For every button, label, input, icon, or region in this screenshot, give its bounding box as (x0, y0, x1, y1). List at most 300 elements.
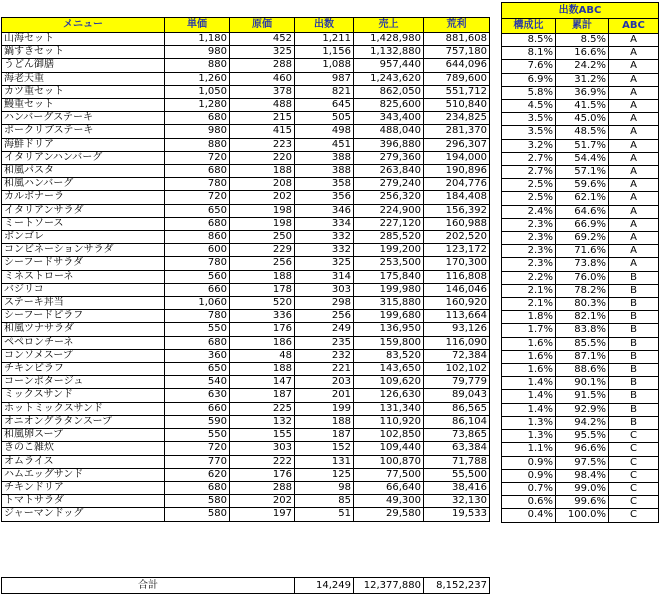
cumulative-cell[interactable]: 97.5% (556, 456, 609, 469)
sales-cell[interactable]: 488,040 (354, 125, 424, 138)
gross-profit-cell[interactable]: 551,712 (424, 85, 490, 98)
count-cell[interactable]: 987 (295, 72, 354, 85)
menu-name-cell[interactable]: ポークリブステーキ (2, 125, 165, 138)
count-cell[interactable]: 314 (295, 270, 354, 283)
sales-cell[interactable]: 227,120 (354, 217, 424, 230)
cumulative-cell[interactable]: 80.3% (556, 298, 609, 311)
cumulative-cell[interactable]: 95.5% (556, 430, 609, 443)
count-cell[interactable]: 201 (295, 389, 354, 402)
header-abc-group[interactable]: 出数ABC (502, 3, 659, 19)
unit-price-cell[interactable]: 1,280 (165, 99, 230, 112)
ratio-cell[interactable]: 2.4% (502, 205, 556, 218)
cost-price-cell[interactable]: 176 (230, 323, 295, 336)
cumulative-cell[interactable]: 88.6% (556, 364, 609, 377)
cumulative-cell[interactable]: 8.5% (556, 34, 609, 47)
cumulative-cell[interactable]: 69.2% (556, 232, 609, 245)
unit-price-cell[interactable]: 880 (165, 138, 230, 151)
gross-profit-cell[interactable]: 644,096 (424, 59, 490, 72)
count-cell[interactable]: 98 (295, 481, 354, 494)
count-cell[interactable]: 188 (295, 415, 354, 428)
ratio-cell[interactable]: 2.3% (502, 232, 556, 245)
count-cell[interactable]: 187 (295, 429, 354, 442)
gross-profit-cell[interactable]: 79,779 (424, 376, 490, 389)
cumulative-cell[interactable]: 90.1% (556, 377, 609, 390)
count-cell[interactable]: 232 (295, 349, 354, 362)
sales-cell[interactable]: 862,050 (354, 85, 424, 98)
count-cell[interactable]: 358 (295, 178, 354, 191)
unit-price-cell[interactable]: 590 (165, 415, 230, 428)
header-count[interactable]: 出数 (295, 18, 354, 33)
abc-rank-cell[interactable]: A (609, 179, 659, 192)
cumulative-cell[interactable]: 24.2% (556, 60, 609, 73)
cost-price-cell[interactable]: 132 (230, 415, 295, 428)
ratio-cell[interactable]: 1.1% (502, 443, 556, 456)
count-cell[interactable]: 334 (295, 217, 354, 230)
cost-price-cell[interactable]: 202 (230, 495, 295, 508)
sales-cell[interactable]: 263,840 (354, 165, 424, 178)
menu-name-cell[interactable]: 和風パスタ (2, 165, 165, 178)
abc-rank-cell[interactable]: A (609, 100, 659, 113)
unit-price-cell[interactable]: 680 (165, 481, 230, 494)
count-cell[interactable]: 152 (295, 442, 354, 455)
unit-price-cell[interactable]: 580 (165, 508, 230, 521)
ratio-cell[interactable]: 1.3% (502, 430, 556, 443)
cost-price-cell[interactable]: 176 (230, 468, 295, 481)
ratio-cell[interactable]: 2.5% (502, 192, 556, 205)
cumulative-cell[interactable]: 78.2% (556, 284, 609, 297)
abc-rank-cell[interactable]: A (609, 166, 659, 179)
header-unit-price[interactable]: 単価 (165, 18, 230, 33)
gross-profit-cell[interactable]: 93,126 (424, 323, 490, 336)
ratio-cell[interactable]: 2.3% (502, 245, 556, 258)
gross-profit-cell[interactable]: 102,102 (424, 363, 490, 376)
ratio-cell[interactable]: 0.9% (502, 456, 556, 469)
header-cumulative[interactable]: 累計 (556, 19, 609, 34)
cost-price-cell[interactable]: 488 (230, 99, 295, 112)
count-cell[interactable]: 221 (295, 363, 354, 376)
cost-price-cell[interactable]: 520 (230, 297, 295, 310)
count-cell[interactable]: 125 (295, 468, 354, 481)
sales-cell[interactable]: 175,840 (354, 270, 424, 283)
unit-price-cell[interactable]: 560 (165, 270, 230, 283)
cost-price-cell[interactable]: 303 (230, 442, 295, 455)
gross-profit-cell[interactable]: 160,988 (424, 217, 490, 230)
cumulative-cell[interactable]: 66.9% (556, 218, 609, 231)
gross-profit-cell[interactable]: 123,172 (424, 244, 490, 257)
menu-name-cell[interactable]: オムライス (2, 455, 165, 468)
ratio-cell[interactable]: 1.6% (502, 350, 556, 363)
cost-price-cell[interactable]: 188 (230, 270, 295, 283)
cost-price-cell[interactable]: 198 (230, 204, 295, 217)
gross-profit-cell[interactable]: 113,664 (424, 310, 490, 323)
cumulative-cell[interactable]: 45.0% (556, 113, 609, 126)
cost-price-cell[interactable]: 325 (230, 46, 295, 59)
sales-cell[interactable]: 102,850 (354, 429, 424, 442)
cumulative-cell[interactable]: 41.5% (556, 100, 609, 113)
ratio-cell[interactable]: 3.2% (502, 139, 556, 152)
cumulative-cell[interactable]: 85.5% (556, 337, 609, 350)
ratio-cell[interactable]: 2.1% (502, 298, 556, 311)
cumulative-cell[interactable]: 87.1% (556, 350, 609, 363)
sales-cell[interactable]: 279,240 (354, 178, 424, 191)
unit-price-cell[interactable]: 620 (165, 468, 230, 481)
count-cell[interactable]: 51 (295, 508, 354, 521)
sales-cell[interactable]: 29,580 (354, 508, 424, 521)
abc-rank-cell[interactable]: A (609, 245, 659, 258)
unit-price-cell[interactable]: 780 (165, 310, 230, 323)
ratio-cell[interactable]: 1.3% (502, 416, 556, 429)
ratio-cell[interactable]: 6.9% (502, 73, 556, 86)
sales-cell[interactable]: 199,680 (354, 310, 424, 323)
ratio-cell[interactable]: 2.2% (502, 271, 556, 284)
gross-profit-cell[interactable]: 72,384 (424, 349, 490, 362)
abc-rank-cell[interactable]: A (609, 232, 659, 245)
cost-price-cell[interactable]: 215 (230, 112, 295, 125)
header-cost-price[interactable]: 原価 (230, 18, 295, 33)
unit-price-cell[interactable]: 540 (165, 376, 230, 389)
abc-rank-cell[interactable]: B (609, 298, 659, 311)
unit-price-cell[interactable]: 360 (165, 349, 230, 362)
abc-rank-cell[interactable]: A (609, 60, 659, 73)
sales-cell[interactable]: 100,870 (354, 455, 424, 468)
ratio-cell[interactable]: 2.7% (502, 166, 556, 179)
gross-profit-cell[interactable]: 296,307 (424, 138, 490, 151)
menu-name-cell[interactable]: 和風ハンバーグ (2, 178, 165, 191)
unit-price-cell[interactable]: 780 (165, 178, 230, 191)
ratio-cell[interactable]: 3.5% (502, 126, 556, 139)
cost-price-cell[interactable]: 198 (230, 217, 295, 230)
abc-rank-cell[interactable]: B (609, 416, 659, 429)
cumulative-cell[interactable]: 82.1% (556, 311, 609, 324)
cumulative-cell[interactable]: 83.8% (556, 324, 609, 337)
menu-name-cell[interactable]: 海鮮ドリア (2, 138, 165, 151)
gross-profit-cell[interactable]: 234,825 (424, 112, 490, 125)
cumulative-cell[interactable]: 51.7% (556, 139, 609, 152)
unit-price-cell[interactable]: 770 (165, 455, 230, 468)
cost-price-cell[interactable]: 229 (230, 244, 295, 257)
abc-rank-cell[interactable]: C (609, 456, 659, 469)
cost-price-cell[interactable]: 178 (230, 283, 295, 296)
cost-price-cell[interactable]: 155 (230, 429, 295, 442)
unit-price-cell[interactable]: 650 (165, 204, 230, 217)
menu-name-cell[interactable]: 鰻重セット (2, 99, 165, 112)
unit-price-cell[interactable]: 1,050 (165, 85, 230, 98)
abc-rank-cell[interactable]: A (609, 192, 659, 205)
gross-profit-cell[interactable]: 146,046 (424, 283, 490, 296)
unit-price-cell[interactable]: 680 (165, 336, 230, 349)
sales-cell[interactable]: 1,243,620 (354, 72, 424, 85)
menu-name-cell[interactable]: イタリアンサラダ (2, 204, 165, 217)
gross-profit-cell[interactable]: 190,896 (424, 165, 490, 178)
ratio-cell[interactable]: 0.4% (502, 509, 556, 522)
unit-price-cell[interactable]: 860 (165, 231, 230, 244)
abc-rank-cell[interactable]: C (609, 430, 659, 443)
ratio-cell[interactable]: 2.3% (502, 258, 556, 271)
sales-cell[interactable]: 957,440 (354, 59, 424, 72)
unit-price-cell[interactable]: 880 (165, 59, 230, 72)
abc-rank-cell[interactable]: A (609, 126, 659, 139)
header-ratio[interactable]: 構成比 (502, 19, 556, 34)
abc-rank-cell[interactable]: C (609, 482, 659, 495)
ratio-cell[interactable]: 1.6% (502, 337, 556, 350)
menu-name-cell[interactable]: オニオングラタンスープ (2, 415, 165, 428)
cost-price-cell[interactable]: 188 (230, 363, 295, 376)
cost-price-cell[interactable]: 460 (230, 72, 295, 85)
menu-name-cell[interactable]: ペペロンチーネ (2, 336, 165, 349)
sales-cell[interactable]: 126,630 (354, 389, 424, 402)
abc-rank-cell[interactable]: C (609, 509, 659, 522)
unit-price-cell[interactable]: 660 (165, 283, 230, 296)
menu-name-cell[interactable]: ステーキ丼当 (2, 297, 165, 310)
sales-cell[interactable]: 825,600 (354, 99, 424, 112)
cumulative-cell[interactable]: 71.6% (556, 245, 609, 258)
abc-rank-cell[interactable]: B (609, 350, 659, 363)
cost-price-cell[interactable]: 186 (230, 336, 295, 349)
abc-rank-cell[interactable]: B (609, 377, 659, 390)
count-cell[interactable]: 498 (295, 125, 354, 138)
count-cell[interactable]: 332 (295, 244, 354, 257)
menu-name-cell[interactable]: 和風ツナサラダ (2, 323, 165, 336)
cumulative-cell[interactable]: 54.4% (556, 152, 609, 165)
unit-price-cell[interactable]: 1,260 (165, 72, 230, 85)
cost-price-cell[interactable]: 225 (230, 402, 295, 415)
unit-price-cell[interactable]: 720 (165, 151, 230, 164)
sales-cell[interactable]: 256,320 (354, 191, 424, 204)
gross-profit-cell[interactable]: 55,500 (424, 468, 490, 481)
cumulative-cell[interactable]: 99.0% (556, 482, 609, 495)
unit-price-cell[interactable]: 660 (165, 402, 230, 415)
cost-price-cell[interactable]: 222 (230, 455, 295, 468)
unit-price-cell[interactable]: 780 (165, 257, 230, 270)
total-sales[interactable]: 12,377,880 (354, 578, 424, 594)
cumulative-cell[interactable]: 59.6% (556, 179, 609, 192)
count-cell[interactable]: 256 (295, 310, 354, 323)
cost-price-cell[interactable]: 288 (230, 481, 295, 494)
ratio-cell[interactable]: 5.8% (502, 86, 556, 99)
cumulative-cell[interactable]: 96.6% (556, 443, 609, 456)
count-cell[interactable]: 821 (295, 85, 354, 98)
ratio-cell[interactable]: 3.5% (502, 113, 556, 126)
cumulative-cell[interactable]: 100.0% (556, 509, 609, 522)
count-cell[interactable]: 85 (295, 495, 354, 508)
header-sales[interactable]: 売上 (354, 18, 424, 33)
menu-name-cell[interactable]: ボンゴレ (2, 231, 165, 244)
gross-profit-cell[interactable]: 89,043 (424, 389, 490, 402)
menu-name-cell[interactable]: ミネストローネ (2, 270, 165, 283)
sales-cell[interactable]: 49,300 (354, 495, 424, 508)
header-abc[interactable]: ABC (609, 19, 659, 34)
ratio-cell[interactable]: 8.1% (502, 47, 556, 60)
ratio-cell[interactable]: 8.5% (502, 34, 556, 47)
menu-name-cell[interactable]: カルボナーラ (2, 191, 165, 204)
count-cell[interactable]: 356 (295, 191, 354, 204)
gross-profit-cell[interactable]: 32,130 (424, 495, 490, 508)
abc-rank-cell[interactable]: C (609, 443, 659, 456)
cumulative-cell[interactable]: 31.2% (556, 73, 609, 86)
sales-cell[interactable]: 285,520 (354, 231, 424, 244)
cumulative-cell[interactable]: 92.9% (556, 403, 609, 416)
sales-cell[interactable]: 83,520 (354, 349, 424, 362)
sales-cell[interactable]: 396,880 (354, 138, 424, 151)
gross-profit-cell[interactable]: 116,090 (424, 336, 490, 349)
menu-name-cell[interactable]: ジャーマンドッグ (2, 508, 165, 521)
sales-cell[interactable]: 253,500 (354, 257, 424, 270)
ratio-cell[interactable]: 1.4% (502, 377, 556, 390)
count-cell[interactable]: 451 (295, 138, 354, 151)
abc-rank-cell[interactable]: B (609, 390, 659, 403)
cost-price-cell[interactable]: 48 (230, 349, 295, 362)
unit-price-cell[interactable]: 720 (165, 191, 230, 204)
count-cell[interactable]: 388 (295, 165, 354, 178)
count-cell[interactable]: 199 (295, 402, 354, 415)
sales-cell[interactable]: 315,880 (354, 297, 424, 310)
unit-price-cell[interactable]: 600 (165, 244, 230, 257)
sales-cell[interactable]: 1,132,880 (354, 46, 424, 59)
count-cell[interactable]: 298 (295, 297, 354, 310)
gross-profit-cell[interactable]: 184,408 (424, 191, 490, 204)
ratio-cell[interactable]: 2.7% (502, 152, 556, 165)
ratio-cell[interactable]: 2.3% (502, 218, 556, 231)
cost-price-cell[interactable]: 250 (230, 231, 295, 244)
abc-rank-cell[interactable]: A (609, 139, 659, 152)
menu-name-cell[interactable]: バジリコ (2, 283, 165, 296)
cumulative-cell[interactable]: 64.6% (556, 205, 609, 218)
cost-price-cell[interactable]: 288 (230, 59, 295, 72)
total-count[interactable]: 14,249 (295, 578, 354, 594)
cost-price-cell[interactable]: 202 (230, 191, 295, 204)
ratio-cell[interactable]: 0.7% (502, 482, 556, 495)
gross-profit-cell[interactable]: 194,000 (424, 151, 490, 164)
cumulative-cell[interactable]: 98.4% (556, 469, 609, 482)
sales-cell[interactable]: 131,340 (354, 402, 424, 415)
unit-price-cell[interactable]: 680 (165, 112, 230, 125)
count-cell[interactable]: 203 (295, 376, 354, 389)
cumulative-cell[interactable]: 94.2% (556, 416, 609, 429)
sales-cell[interactable]: 66,640 (354, 481, 424, 494)
count-cell[interactable]: 1,211 (295, 33, 354, 46)
total-profit[interactable]: 8,152,237 (424, 578, 490, 594)
cost-price-cell[interactable]: 256 (230, 257, 295, 270)
cumulative-cell[interactable]: 73.8% (556, 258, 609, 271)
unit-price-cell[interactable]: 650 (165, 363, 230, 376)
menu-name-cell[interactable]: シーフードサラダ (2, 257, 165, 270)
count-cell[interactable]: 1,156 (295, 46, 354, 59)
menu-name-cell[interactable]: ミックスサンド (2, 389, 165, 402)
menu-name-cell[interactable]: 山海セット (2, 33, 165, 46)
sales-cell[interactable]: 279,360 (354, 151, 424, 164)
abc-rank-cell[interactable]: A (609, 34, 659, 47)
ratio-cell[interactable]: 1.8% (502, 311, 556, 324)
cost-price-cell[interactable]: 223 (230, 138, 295, 151)
cumulative-cell[interactable]: 48.5% (556, 126, 609, 139)
sales-cell[interactable]: 110,920 (354, 415, 424, 428)
cost-price-cell[interactable]: 197 (230, 508, 295, 521)
ratio-cell[interactable]: 2.1% (502, 284, 556, 297)
abc-rank-cell[interactable]: B (609, 337, 659, 350)
sales-cell[interactable]: 343,400 (354, 112, 424, 125)
gross-profit-cell[interactable]: 202,520 (424, 231, 490, 244)
menu-name-cell[interactable]: コンソメスープ (2, 349, 165, 362)
cost-price-cell[interactable]: 188 (230, 165, 295, 178)
cost-price-cell[interactable]: 208 (230, 178, 295, 191)
abc-rank-cell[interactable]: B (609, 311, 659, 324)
abc-rank-cell[interactable]: C (609, 496, 659, 509)
gross-profit-cell[interactable]: 160,920 (424, 297, 490, 310)
sales-cell[interactable]: 143,650 (354, 363, 424, 376)
gross-profit-cell[interactable]: 281,370 (424, 125, 490, 138)
cumulative-cell[interactable]: 91.5% (556, 390, 609, 403)
menu-name-cell[interactable]: コンビネーションサラダ (2, 244, 165, 257)
menu-name-cell[interactable]: ハンバーグステーキ (2, 112, 165, 125)
gross-profit-cell[interactable]: 116,808 (424, 270, 490, 283)
cost-price-cell[interactable]: 336 (230, 310, 295, 323)
menu-name-cell[interactable]: イタリアンハンバーグ (2, 151, 165, 164)
menu-name-cell[interactable]: ハムエッグサンド (2, 468, 165, 481)
count-cell[interactable]: 325 (295, 257, 354, 270)
menu-name-cell[interactable]: コーンポタージュ (2, 376, 165, 389)
cumulative-cell[interactable]: 16.6% (556, 47, 609, 60)
menu-name-cell[interactable]: 和風卵スープ (2, 429, 165, 442)
abc-rank-cell[interactable]: A (609, 152, 659, 165)
ratio-cell[interactable]: 2.5% (502, 179, 556, 192)
unit-price-cell[interactable]: 580 (165, 495, 230, 508)
unit-price-cell[interactable]: 1,180 (165, 33, 230, 46)
ratio-cell[interactable]: 4.5% (502, 100, 556, 113)
abc-rank-cell[interactable]: A (609, 86, 659, 99)
menu-name-cell[interactable]: うどん御膳 (2, 59, 165, 72)
unit-price-cell[interactable]: 550 (165, 323, 230, 336)
cumulative-cell[interactable]: 36.9% (556, 86, 609, 99)
gross-profit-cell[interactable]: 71,788 (424, 455, 490, 468)
cost-price-cell[interactable]: 187 (230, 389, 295, 402)
abc-rank-cell[interactable]: A (609, 113, 659, 126)
gross-profit-cell[interactable]: 510,840 (424, 99, 490, 112)
gross-profit-cell[interactable]: 156,392 (424, 204, 490, 217)
count-cell[interactable]: 346 (295, 204, 354, 217)
cost-price-cell[interactable]: 147 (230, 376, 295, 389)
abc-rank-cell[interactable]: A (609, 73, 659, 86)
abc-rank-cell[interactable]: B (609, 403, 659, 416)
sales-cell[interactable]: 199,200 (354, 244, 424, 257)
cumulative-cell[interactable]: 57.1% (556, 166, 609, 179)
ratio-cell[interactable]: 1.4% (502, 390, 556, 403)
count-cell[interactable]: 131 (295, 455, 354, 468)
ratio-cell[interactable]: 1.6% (502, 364, 556, 377)
sales-cell[interactable]: 136,950 (354, 323, 424, 336)
gross-profit-cell[interactable]: 38,416 (424, 481, 490, 494)
cumulative-cell[interactable]: 62.1% (556, 192, 609, 205)
menu-name-cell[interactable]: ホットミックスサンド (2, 402, 165, 415)
menu-name-cell[interactable]: カツ重セット (2, 85, 165, 98)
unit-price-cell[interactable]: 980 (165, 46, 230, 59)
abc-rank-cell[interactable]: A (609, 218, 659, 231)
menu-name-cell[interactable]: チキンピラフ (2, 363, 165, 376)
sales-cell[interactable]: 109,620 (354, 376, 424, 389)
sales-cell[interactable]: 77,500 (354, 468, 424, 481)
cost-price-cell[interactable]: 220 (230, 151, 295, 164)
gross-profit-cell[interactable]: 789,600 (424, 72, 490, 85)
sales-cell[interactable]: 1,428,980 (354, 33, 424, 46)
unit-price-cell[interactable]: 980 (165, 125, 230, 138)
unit-price-cell[interactable]: 720 (165, 442, 230, 455)
abc-rank-cell[interactable]: A (609, 47, 659, 60)
count-cell[interactable]: 388 (295, 151, 354, 164)
gross-profit-cell[interactable]: 170,300 (424, 257, 490, 270)
cost-price-cell[interactable]: 452 (230, 33, 295, 46)
abc-rank-cell[interactable]: C (609, 469, 659, 482)
ratio-cell[interactable]: 1.4% (502, 403, 556, 416)
header-gross-profit[interactable]: 荒利 (424, 18, 490, 33)
